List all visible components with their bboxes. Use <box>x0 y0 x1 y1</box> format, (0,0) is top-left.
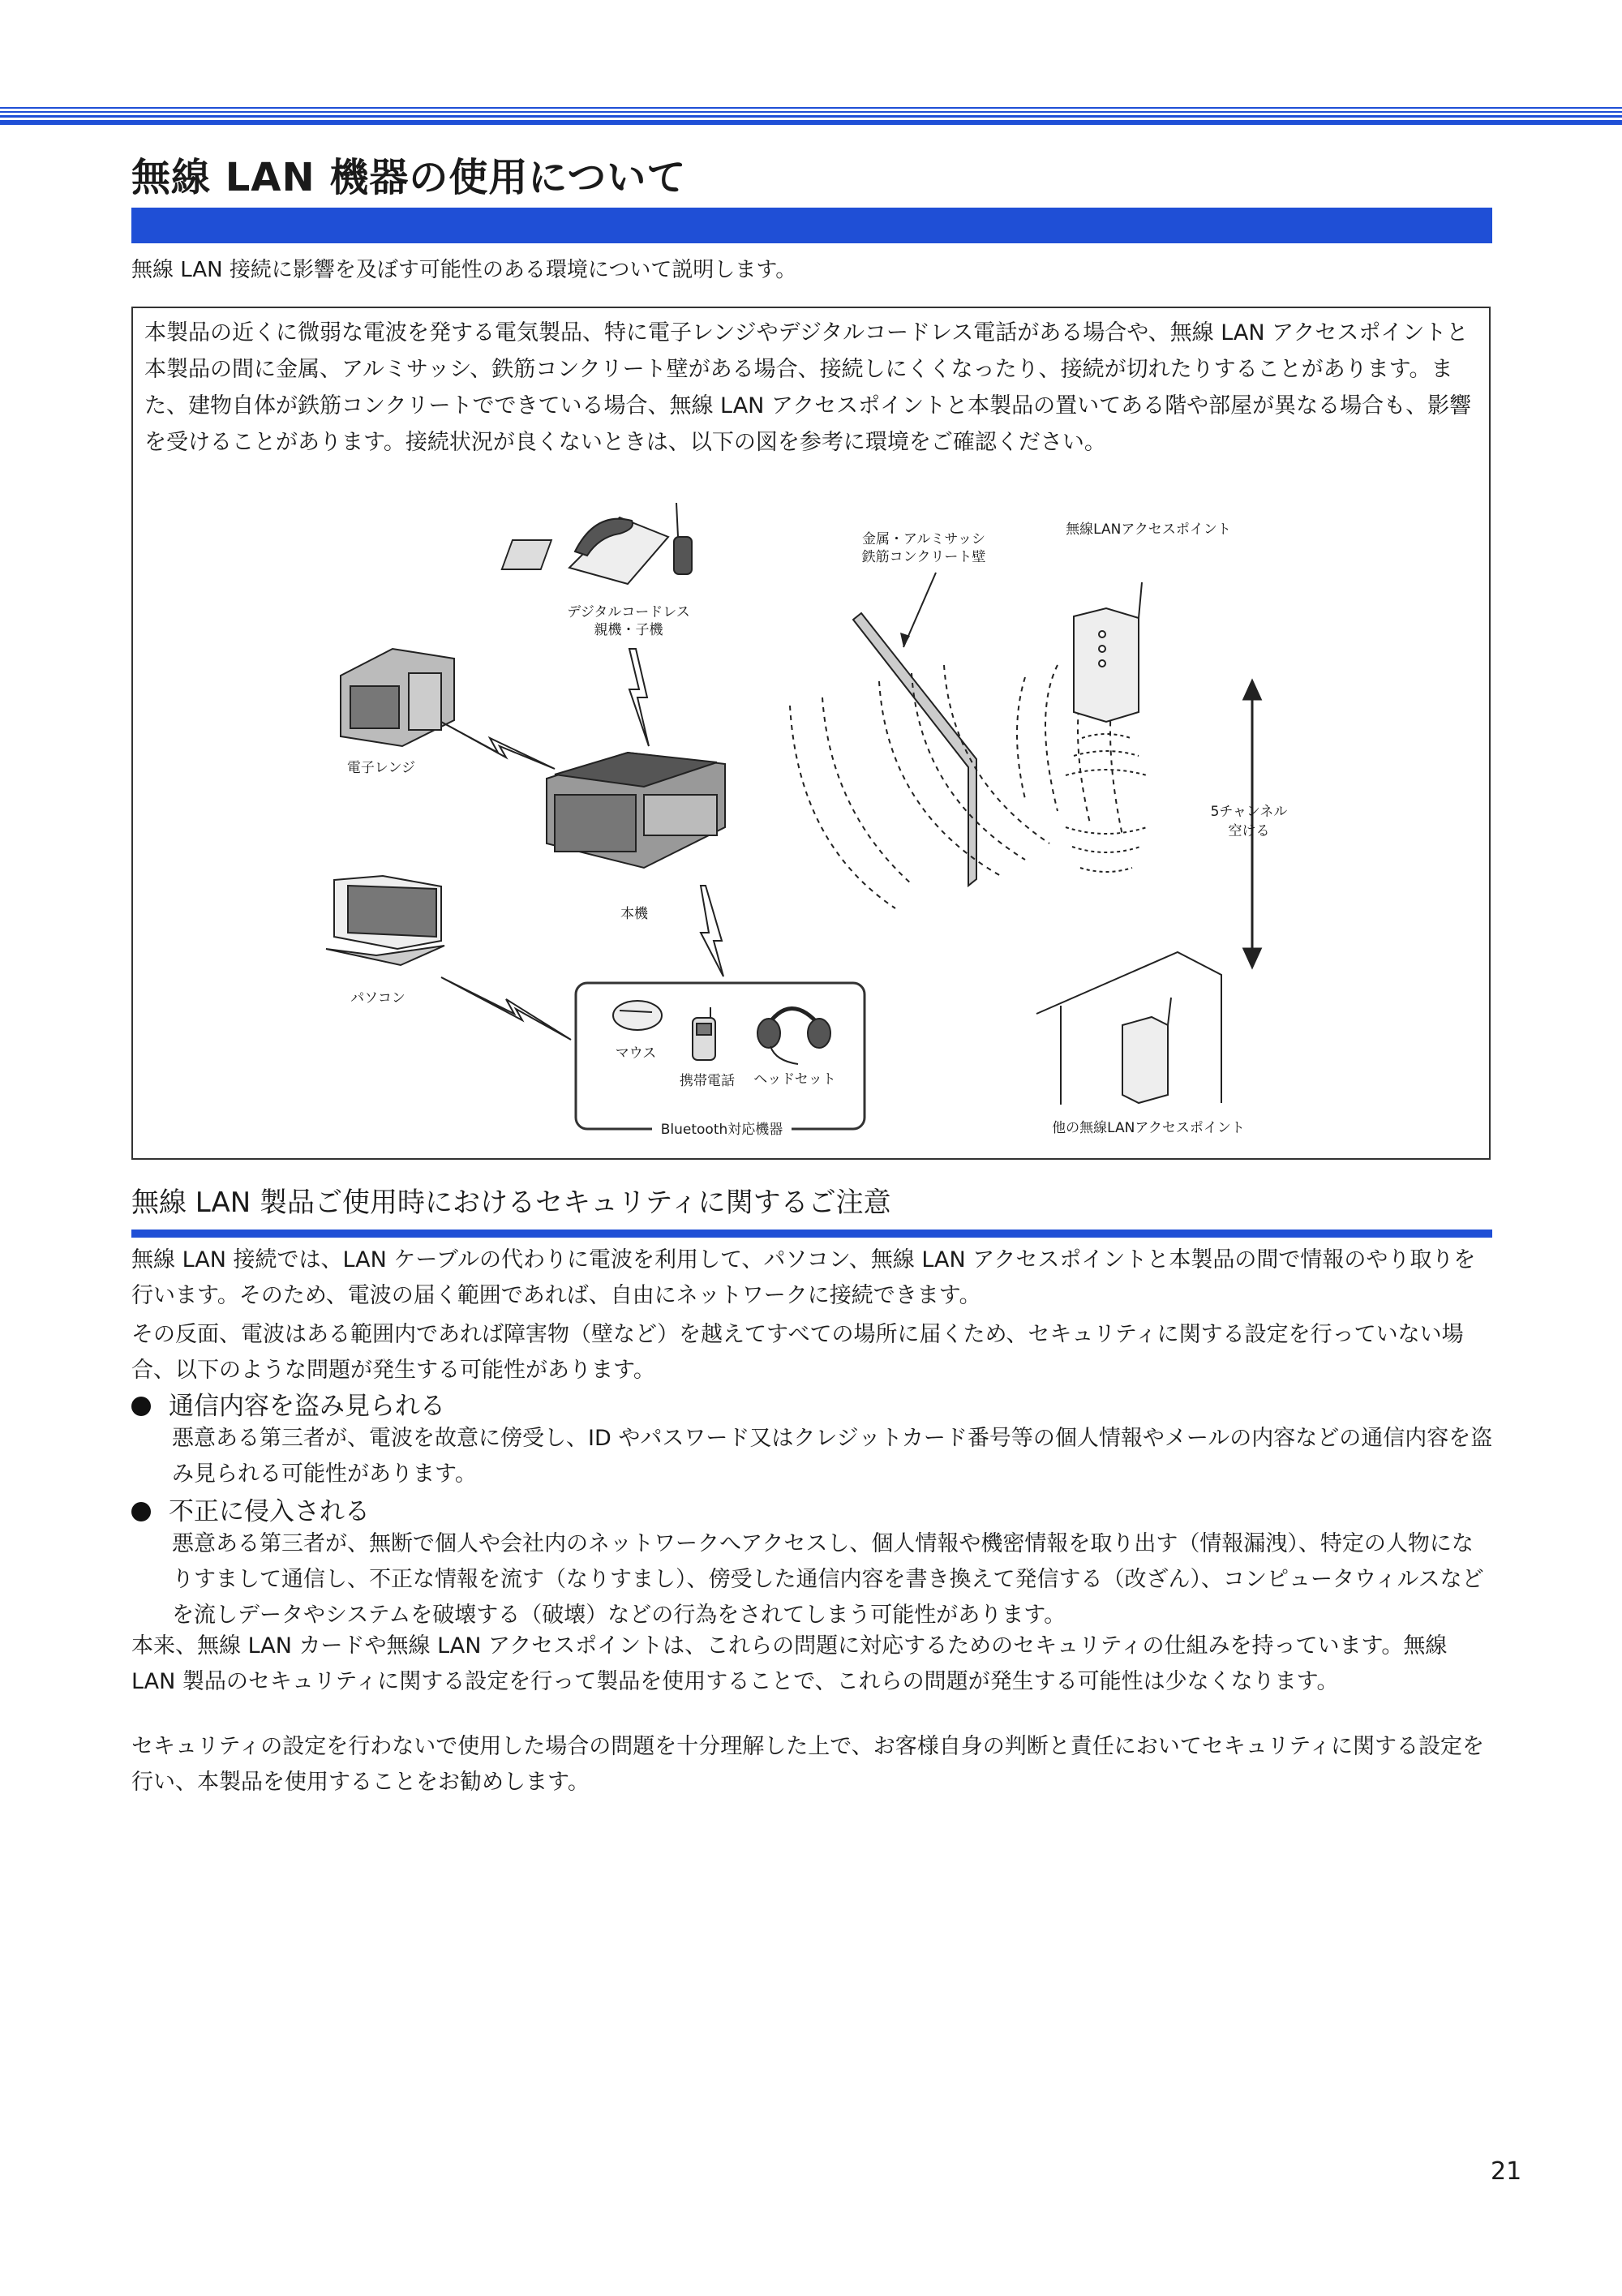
section-title: 無線 LAN 製品ご使用時におけるセキュリティに関するご注意 <box>131 1187 891 1219</box>
bullet-heading-2 <box>131 1491 370 1527</box>
page-title: 無線 LAN 機器の使用について <box>131 155 687 200</box>
mouse-icon <box>613 1001 662 1030</box>
interference-diagram <box>133 308 1489 1158</box>
signal-zigzag-icon <box>441 722 555 769</box>
channel-label-1: 5チャンネル <box>1210 804 1288 820</box>
cordless-phone-icon <box>502 503 692 584</box>
bullet-icon <box>131 1397 151 1416</box>
headset-icon <box>757 1008 830 1064</box>
cordless-label-2: 親機・子機 <box>594 622 663 638</box>
security-para-3: 本来、無線 LAN カードや無線 LAN アクセスポイントは、これらの問題に対応するためのセキュリティの仕組みを持っています。無線 LAN 製品のセキュリティに関する設定を行って製品を使用することで、これらの問題が発生する可能性は少なくなります。 <box>131 1633 1448 1694</box>
notice-text: 本製品の近くに微弱な電波を発する電気製品、特に電子レンジやデジタルコードレス電話がある場合や、無線 LAN アクセスポイントと本製品の間に金属、アルミサッシ、鉄筋コンクリート壁がある場合、接続しにくくなったり、接続が切れたりすることがあります。また、建物自体が鉄筋コンクリートでできている場合、無線 LAN アクセスポイントと本製品の置いてある階や部屋が異なる場合も、影響を受けることがあります。接続状況が良くないときは、以下の図を参考に環境をご確認ください。 <box>144 320 1472 455</box>
printer-icon <box>547 753 725 868</box>
page-number: 21 <box>1491 2157 1522 2186</box>
bullet-heading-text: 通信内容を盗み見られる <box>169 1392 445 1421</box>
channel-label-2: 空ける <box>1228 823 1270 839</box>
bullet-text-2: 悪意ある第三者が、無断で個人や会社内のネットワークへアクセスし、個人情報や機密情報を取り出す（情報漏洩）、特定の人物になりすまして通信し、不正な情報を流す（なりすまし）、傍受した通信内容を書き換えて発信する（改ざん）、コンピュータウィルスなどを流しデータやシステムを破壊する（破壊）などの行為をされてしまう可能性があります。 <box>172 1531 1484 1628</box>
bullet-heading-text: 不正に侵入される <box>169 1497 370 1526</box>
bullet-heading-1 <box>131 1385 445 1422</box>
machine-label: 本機 <box>620 906 648 922</box>
pc-label: パソコン <box>350 990 406 1006</box>
signal-zigzag-icon <box>441 977 571 1040</box>
intro-text: 無線 LAN 接続に影響を及ぼす可能性のある環境について説明します。 <box>131 258 797 282</box>
microwave-icon <box>341 649 454 746</box>
security-para-1: 無線 LAN 接続では、LAN ケーブルの代わりに電波を利用して、パソコン、無線 LAN アクセスポイントと本製品の間で情報のやり取りを行います。そのため、電波の届く範囲であれば、自由にネットワークに接続できます。 <box>131 1247 1476 1308</box>
headset-label: ヘッドセット <box>753 1071 836 1088</box>
bullet-text-1: 悪意ある第三者が、電波を故意に傍受し、ID やパスワード又はクレジットカード番号等の個人情報やメールの内容などの通信内容を盗み見られる可能性があります。 <box>172 1426 1493 1487</box>
radio-waves <box>790 645 1122 908</box>
laptop-icon <box>326 876 444 965</box>
other-ap-label: 他の無線LANアクセスポイント <box>1052 1120 1245 1136</box>
ap-label: 無線LANアクセスポイント <box>1066 521 1231 538</box>
signal-zigzag-icon <box>701 886 723 976</box>
bullet-icon <box>131 1502 151 1521</box>
mobile-label: 携帯電話 <box>680 1073 735 1089</box>
wall-icon <box>853 613 976 886</box>
notice-box <box>131 307 1491 1160</box>
channel-waves <box>1066 734 1147 872</box>
wall-label-1: 金属・アルミサッシ <box>862 531 985 547</box>
microwave-label: 電子レンジ <box>346 760 416 776</box>
security-para-2: その反面、電波はある範囲内であれば障害物（壁など）を越えてすべての場所に届くため、セキュリティに関する設定を行っていない場合、以下のような問題が発生する可能性があります。 <box>131 1322 1464 1383</box>
other-access-point-icon <box>1122 998 1171 1103</box>
mouse-label: マウス <box>615 1045 657 1062</box>
bluetooth-label: Bluetooth対応機器 <box>660 1122 783 1138</box>
wall-label-2: 鉄筋コンクリート壁 <box>861 549 986 565</box>
security-para-4: セキュリティの設定を行わないで使用した場合の問題を十分理解した上で、お客様自身の判断と責任においてセキュリティに関する設定を行い、本製品を使用することをお勧めします。 <box>131 1734 1485 1795</box>
title-bar <box>131 208 1492 243</box>
cordless-label-1: デジタルコードレス <box>567 604 690 620</box>
section-bar <box>131 1230 1492 1238</box>
mobile-phone-icon <box>693 1007 715 1060</box>
signal-zigzag-icon <box>629 649 649 746</box>
access-point-icon <box>1074 582 1142 722</box>
